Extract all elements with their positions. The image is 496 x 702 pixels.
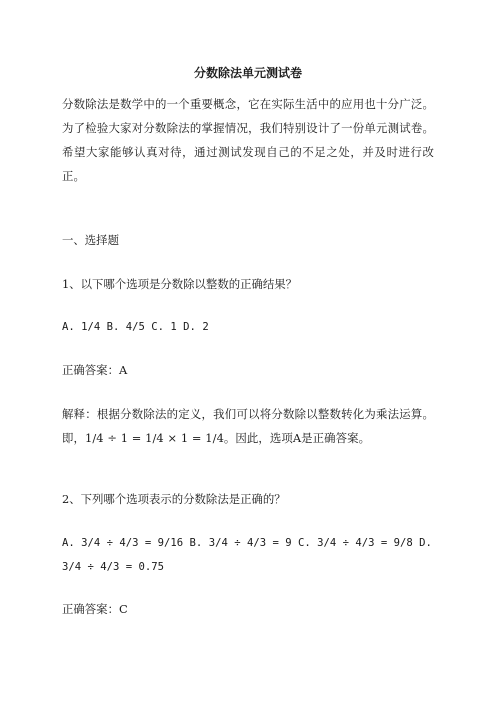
question-2-options-line-1: A. 3/4 ÷ 4/3 = 9/16 B. 3/4 ÷ 4/3 = 9 C. 3/4 ÷ 4/3 = 9/8 D. xyxy=(62,537,432,549)
question-2-stem: 2、下列哪个选项表示的分数除法是正确的？ xyxy=(62,492,286,506)
question-1-options: A. 1/4 B. 4/5 C. 1 D. 2 xyxy=(62,321,209,333)
question-1-answer: 正确答案：A xyxy=(62,363,128,377)
question-2-options-line-2: 3/4 ÷ 4/3 = 0.75 xyxy=(62,561,165,573)
question-2-answer: 正确答案：C xyxy=(62,602,128,616)
question-1-stem: 1、以下哪个选项是分数除以整数的正确结果？ xyxy=(62,277,298,291)
section-heading: 一、选择题 xyxy=(62,233,119,247)
document-title: 分数除法单元测试卷 xyxy=(193,66,302,80)
intro-paragraph: 分数除法是数学中的一个重要概念，它在实际生活中的应用也十分广泛。为了检验大家对分数除法的掌握情况，我们特别设计了一份单元测试卷。希望大家能够认真对待，通过测试发现自己的不足之处，并及时进行改正。 xyxy=(62,97,434,183)
question-1-explanation: 解释：根据分数除法的定义，我们可以将分数除以整数转化为乘法运算。即，1/4 ÷ 1 = 1/4 × 1 = 1/4。因此，选项A是正确答案。 xyxy=(62,407,434,445)
